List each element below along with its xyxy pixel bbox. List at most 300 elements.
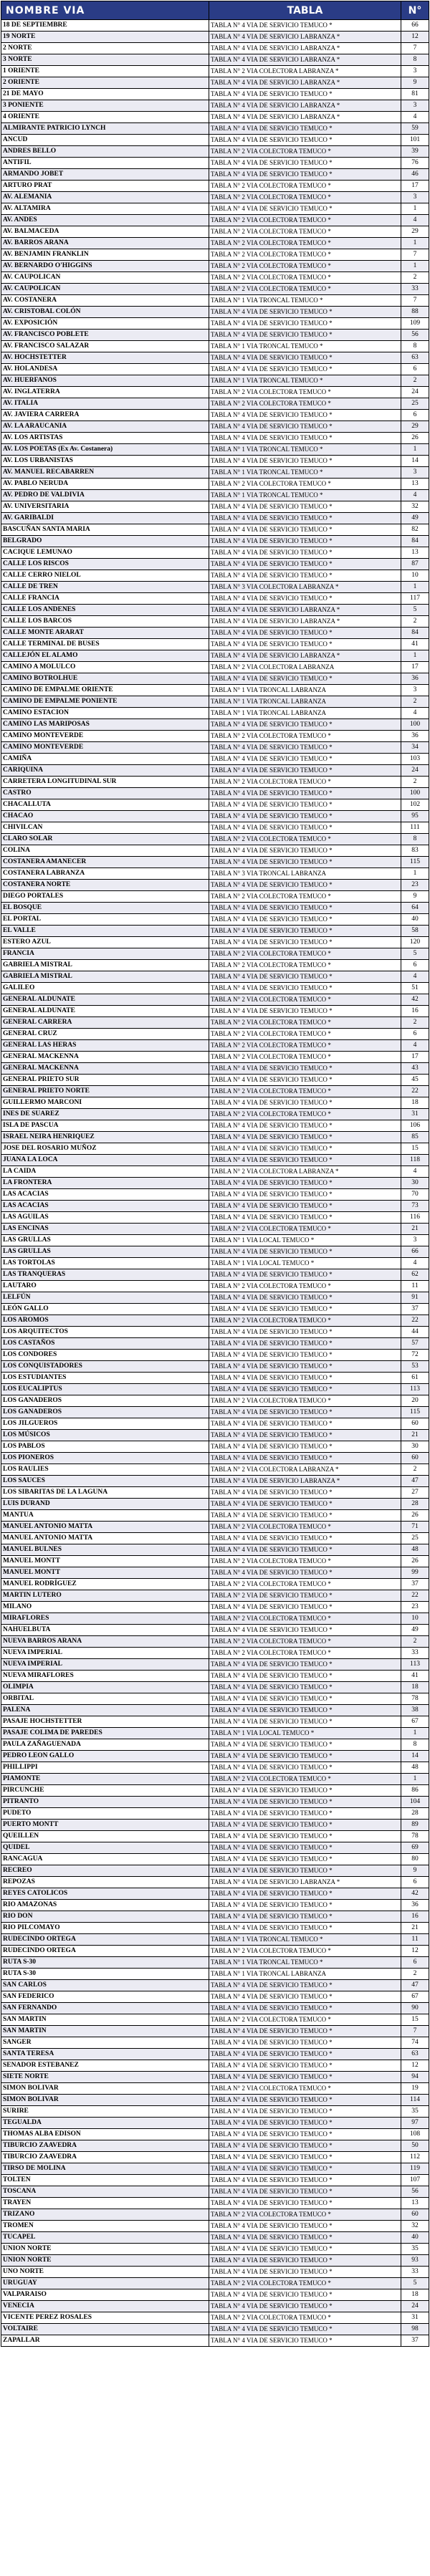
tabla-cell: TABLA N° 4 VIA DE SERVICIO TEMUCO * [209,135,401,146]
street-name-cell: COSTANERA AMANECER [1,857,209,868]
tabla-cell: TABLA N° 2 VIA COLECTORA TEMUCO * [209,1774,401,1785]
tabla-cell: TABLA N° 4 VIA DE SERVICIO TEMUCO * [209,1991,401,2003]
numero-cell: 8 [401,834,429,845]
tabla-cell: TABLA N° 4 VIA DE SERVICIO TEMUCO * [209,1430,401,1441]
table-row [1,742,429,754]
numero-cell: 33 [401,2267,429,2278]
numero-cell: 1 [401,1774,429,1785]
numero-cell: 24 [401,2301,429,2312]
street-name-cell: AV. LOS URBANISTAS [1,456,209,467]
street-name-cell: NUEVA MIRAFLORES [1,1671,209,1682]
street-name-cell: AV. UNIVERSITARIA [1,501,209,513]
tabla-cell: TABLA N° 4 VIA DE SERVICIO TEMUCO * [209,20,401,32]
numero-cell: 43 [401,1063,429,1075]
numero-cell: 4 [401,112,429,123]
table-row [1,1384,429,1395]
table-row [1,559,429,570]
tabla-cell: TABLA N° 1 VIA TRONCAL TEMUCO * [209,490,401,501]
numero-cell: 25 [401,398,429,410]
tabla-cell: TABLA N° 2 VIA COLECTORA TEMUCO * [209,1946,401,1957]
numero-cell: 100 [401,788,429,799]
numero-cell: 3 [401,685,429,696]
street-name-cell: GABRIELA MISTRAL [1,971,209,983]
table-row [1,398,429,410]
tabla-cell: TABLA N° 4 VIA DE SERVICIO TEMUCO * [209,421,401,433]
table-row [1,708,429,719]
table-row [1,2289,429,2301]
table-row [1,272,429,284]
table-header-row [1,1,429,20]
table-row [1,536,429,547]
street-name-cell: GENERAL MACKENNA [1,1052,209,1063]
table-row [1,1671,429,1682]
tabla-cell: TABLA N° 4 VIA DE SERVICIO TEMUCO * [209,1533,401,1544]
table-row [1,582,429,593]
table-row [1,914,429,926]
table-row [1,375,429,387]
tabla-cell: TABLA N° 4 VIA DE SERVICIO TEMUCO * [209,330,401,341]
street-name-cell: LELFÚN [1,1292,209,1304]
numero-cell: 80 [401,1854,429,1865]
street-name-cell: CHACALLUTA [1,799,209,811]
table-row [1,1327,429,1338]
numero-cell: 83 [401,845,429,857]
table-row [1,479,429,490]
numero-cell: 102 [401,799,429,811]
tabla-cell: TABLA N° 2 VIA COLECTORA LABRANZA * [209,1464,401,1476]
table-row [1,1957,429,1969]
table-row [1,1579,429,1590]
numero-cell: 37 [401,1304,429,1315]
tabla-cell: TABLA N° 1 VIA TRONCAL TEMUCO * [209,295,401,307]
table-row [1,1281,429,1292]
numero-cell: 6 [401,364,429,375]
table-row [1,1350,429,1361]
table-row [1,456,429,467]
table-row [1,696,429,708]
tabla-cell: TABLA N° 4 VIA DE SERVICIO TEMUCO * [209,169,401,181]
table-row [1,1246,429,1258]
tabla-cell: TABLA N° 4 VIA DE SERVICIO LABRANZA * [209,616,401,628]
tabla-cell: TABLA N° 4 VIA DE SERVICIO TEMUCO * [209,1808,401,1820]
table-row [1,181,429,192]
tabla-cell: TABLA N° 4 VIA DE SERVICIO TEMUCO * [209,2255,401,2267]
numero-cell: 26 [401,1556,429,1567]
numero-cell: 14 [401,456,429,467]
tabla-cell: TABLA N° 4 VIA DE SERVICIO TEMUCO * [209,1097,401,1109]
tabla-cell: TABLA N° 2 VIA COLECTORA TEMUCO * [209,192,401,203]
table-row [1,295,429,307]
street-name-cell: MANUEL ANTONIO MATTA [1,1533,209,1544]
table-row [1,2083,429,2095]
street-name-cell: CAMINO BOTROLHUE [1,673,209,685]
street-name-cell: TIRSO DE MOLINA [1,2163,209,2175]
tabla-cell: TABLA N° 4 VIA DE SERVICIO TEMUCO * [209,2152,401,2163]
tabla-cell: TABLA N° 4 VIA DE SERVICIO TEMUCO * [209,1063,401,1075]
street-name-cell: GENERAL MACKENNA [1,1063,209,1075]
numero-cell: 4 [401,971,429,983]
tabla-cell: TABLA N° 4 VIA DE SERVICIO TEMUCO * [209,1327,401,1338]
tabla-cell: TABLA N° 3 VIA TRONCAL LABRANZA [209,868,401,880]
table-row [1,2026,429,2037]
tabla-cell: TABLA N° 4 VIA DE SERVICIO TEMUCO * [209,547,401,559]
tabla-cell: TABLA N° 1 VIA TRONCAL LABRANZA [209,685,401,696]
table-row [1,421,429,433]
street-name-cell: GENERAL CRUZ [1,1029,209,1040]
numero-cell: 7 [401,295,429,307]
numero-cell: 24 [401,765,429,777]
column-header-numero: N° [401,1,429,20]
numero-cell: 22 [401,1315,429,1327]
numero-cell: 22 [401,1086,429,1097]
numero-cell: 42 [401,1888,429,1900]
table-row [1,1178,429,1189]
numero-cell: 6 [401,410,429,421]
column-header-nombre-via: NOMBRE VIA [1,1,209,20]
numero-cell: 12 [401,32,429,43]
table-row [1,158,429,169]
numero-cell: 5 [401,948,429,960]
numero-cell: 99 [401,1567,429,1579]
street-name-cell: LAS GRULLAS [1,1235,209,1246]
street-name-cell: AV. LOS ARTISTAS [1,433,209,444]
table-row [1,1785,429,1797]
table-row [1,1407,429,1418]
tabla-cell: TABLA N° 4 VIA DE SERVICIO TEMUCO * [209,501,401,513]
tabla-cell: TABLA N° 4 VIA DE SERVICIO TEMUCO * [209,2244,401,2255]
table-row [1,1923,429,1934]
street-name-cell: TRIZANO [1,2209,209,2221]
tabla-cell: TABLA N° 2 VIA COLECTORA LABRANZA * [209,1166,401,1178]
table-row [1,2232,429,2244]
table-row [1,1762,429,1774]
tabla-cell: TABLA N° 4 VIA DE SERVICIO TEMUCO * [209,1865,401,1877]
table-row [1,1418,429,1430]
street-name-cell: PIAMONTE [1,1774,209,1785]
tabla-cell: TABLA N° 4 VIA DE SERVICIO TEMUCO * [209,2232,401,2244]
numero-cell: 17 [401,662,429,673]
street-name-cell: CHIVILCAN [1,822,209,834]
street-name-cell: COSTANERA LABRANZA [1,868,209,880]
table-row [1,2255,429,2267]
tabla-cell: TABLA N° 4 VIA DE SERVICIO TEMUCO * [209,2186,401,2198]
tabla-cell: TABLA N° 4 VIA DE SERVICIO TEMUCO * [209,1143,401,1155]
street-name-cell: 3 NORTE [1,54,209,66]
table-row [1,20,429,32]
numero-cell: 31 [401,1109,429,1120]
tabla-cell: TABLA N° 4 VIA DE SERVICIO TEMUCO * [209,1418,401,1430]
tabla-cell: TABLA N° 4 VIA DE SERVICIO LABRANZA * [209,54,401,66]
street-name-cell: CASTRO [1,788,209,799]
street-name-cell: CALLE TERMINAL DE BUSES [1,639,209,650]
table-row [1,994,429,1006]
tabla-cell: TABLA N° 2 VIA COLECTORA TEMUCO * [209,777,401,788]
numero-cell: 119 [401,2163,429,2175]
table-row [1,261,429,272]
tabla-cell: TABLA N° 2 VIA COLECTORA TEMUCO * [209,994,401,1006]
street-name-cell: AV. FRANCISCO POBLETE [1,330,209,341]
table-row [1,1361,429,1373]
table-row [1,605,429,616]
numero-cell: 8 [401,54,429,66]
tabla-cell: TABLA N° 4 VIA DE SERVICIO TEMUCO * [209,513,401,524]
tabla-cell: TABLA N° 4 VIA DE SERVICIO TEMUCO * [209,1544,401,1556]
tabla-cell: TABLA N° 4 VIA DE SERVICIO TEMUCO * [209,2003,401,2014]
table-row [1,1487,429,1499]
numero-cell: 100 [401,719,429,731]
street-name-cell: ANCUD [1,135,209,146]
street-name-cell: SAN MARTIN [1,2026,209,2037]
table-row [1,1212,429,1224]
numero-cell: 6 [401,960,429,971]
numero-cell: 107 [401,2175,429,2186]
street-name-cell: LAS AGUILAS [1,1212,209,1224]
tabla-cell: TABLA N° 4 VIA DE SERVICIO TEMUCO * [209,2221,401,2232]
street-name-cell: CAMINO LAS MARIPOSAS [1,719,209,731]
street-name-cell: GENERAL CARRERA [1,1017,209,1029]
numero-cell: 6 [401,1877,429,1888]
numero-cell: 15 [401,1143,429,1155]
tabla-cell: TABLA N° 4 VIA DE SERVICIO TEMUCO * [209,1854,401,1865]
table-row [1,926,429,937]
table-row [1,1751,429,1762]
street-name-cell: 18 DE SEPTIEMBRE [1,20,209,32]
numero-cell: 93 [401,2255,429,2267]
tabla-cell: TABLA N° 4 VIA DE SERVICIO TEMUCO * [209,880,401,891]
numero-cell: 60 [401,2209,429,2221]
numero-cell: 111 [401,822,429,834]
numero-cell: 63 [401,2049,429,2060]
tabla-cell: TABLA N° 4 VIA DE SERVICIO TEMUCO * [209,1762,401,1774]
numero-cell: 45 [401,1075,429,1086]
tabla-cell: TABLA N° 2 VIA COLECTORA TEMUCO * [209,2209,401,2221]
street-name-cell: AV. CAUPOLICAN [1,284,209,295]
numero-cell: 85 [401,1132,429,1143]
street-name-cell: LOS GANADEROS [1,1395,209,1407]
street-name-cell: LAS ACACIAS [1,1201,209,1212]
table-row [1,880,429,891]
tabla-cell: TABLA N° 4 VIA DE SERVICIO TEMUCO * [209,1980,401,1991]
street-name-cell: ANDRES BELLO [1,146,209,158]
tabla-cell: TABLA N° 4 VIA DE SERVICIO TEMUCO * [209,903,401,914]
numero-cell: 37 [401,1579,429,1590]
table-row [1,2060,429,2072]
table-row [1,2014,429,2026]
street-name-cell: LOS CONDORES [1,1350,209,1361]
street-name-cell: AV. ALEMANIA [1,192,209,203]
table-row [1,765,429,777]
tabla-cell: TABLA N° 4 VIA DE SERVICIO TEMUCO * [209,1246,401,1258]
table-row [1,318,429,330]
table-row [1,1075,429,1086]
tabla-cell: TABLA N° 2 VIA COLECTORA TEMUCO * [209,2083,401,2095]
street-name-cell: MIRAFLORES [1,1613,209,1625]
table-row [1,1189,429,1201]
numero-cell: 56 [401,330,429,341]
street-name-cell: JUANA LA LOCA [1,1155,209,1166]
numero-cell: 30 [401,1441,429,1453]
street-name-cell: RIO DON [1,1911,209,1923]
street-name-cell: CHACAO [1,811,209,822]
table-row [1,1877,429,1888]
table-row [1,1029,429,1040]
street-name-cell: ISRAEL NEIRA HENRIQUEZ [1,1132,209,1143]
table-row [1,1132,429,1143]
street-name-cell: CAMINO A MOLULCO [1,662,209,673]
numero-cell: 18 [401,2289,429,2301]
street-name-cell: AV. CAUPOLICAN [1,272,209,284]
tabla-cell: TABLA N° 4 VIA DE SERVICIO TEMUCO * [209,89,401,100]
tabla-cell: TABLA N° 4 VIA DE SERVICIO TEMUCO * [209,811,401,822]
numero-cell: 44 [401,1327,429,1338]
table-row [1,169,429,181]
table-row [1,2152,429,2163]
table-row [1,2140,429,2152]
column-header-tabla: TABLA [209,1,401,20]
tabla-cell: TABLA N° 4 VIA DE SERVICIO TEMUCO * [209,2335,401,2347]
tabla-cell: TABLA N° 2 VIA COLECTORA TEMUCO * [209,2278,401,2289]
numero-cell: 47 [401,1980,429,1991]
numero-cell: 2 [401,777,429,788]
table-row [1,307,429,318]
numero-cell: 29 [401,421,429,433]
numero-cell: 12 [401,1946,429,1957]
numero-cell: 60 [401,1418,429,1430]
table-row [1,2037,429,2049]
street-name-cell: NUEVA IMPERIAL [1,1648,209,1659]
table-row [1,1716,429,1728]
table-row [1,1831,429,1842]
table-row [1,238,429,249]
tabla-cell: TABLA N° 2 VIA COLECTORA TEMUCO * [209,2014,401,2026]
numero-cell: 115 [401,1407,429,1418]
table-row [1,1842,429,1854]
numero-cell: 2 [401,1969,429,1980]
tabla-cell: TABLA N° 4 VIA DE SERVICIO TEMUCO * [209,1350,401,1361]
tabla-cell: TABLA N° 4 VIA DE SERVICIO TEMUCO * [209,1751,401,1762]
tabla-cell: TABLA N° 4 VIA DE SERVICIO TEMUCO * [209,433,401,444]
table-row [1,330,429,341]
numero-cell: 81 [401,89,429,100]
numero-cell: 74 [401,2037,429,2049]
table-row [1,1728,429,1739]
table-row [1,754,429,765]
table-row [1,341,429,352]
tabla-cell: TABLA N° 4 VIA DE SERVICIO LABRANZA * [209,32,401,43]
table-row [1,501,429,513]
street-name-cell: MANUEL RODRÍGUEZ [1,1579,209,1590]
tabla-cell: TABLA N° 4 VIA DE SERVICIO TEMUCO * [209,1693,401,1705]
table-row [1,2324,429,2335]
street-name-cell: LOS PIONEROS [1,1453,209,1464]
street-classification-table-container [1,1,429,2347]
tabla-cell: TABLA N° 4 VIA DE SERVICIO TEMUCO * [209,1384,401,1395]
tabla-cell: TABLA N° 4 VIA DE SERVICIO TEMUCO * [209,1842,401,1854]
street-name-cell: SAN CARLOS [1,1980,209,1991]
numero-cell: 20 [401,1395,429,1407]
street-name-cell: PAULA ZAÑAGUENADA [1,1739,209,1751]
numero-cell: 59 [401,123,429,135]
tabla-cell: TABLA N° 4 VIA DE SERVICIO TEMUCO * [209,1625,401,1636]
numero-cell: 7 [401,2026,429,2037]
street-name-cell: AV. ANDES [1,215,209,226]
street-name-cell: NUEVA IMPERIAL [1,1659,209,1671]
table-row [1,1533,429,1544]
numero-cell: 1 [401,582,429,593]
table-row [1,123,429,135]
tabla-cell: TABLA N° 4 VIA DE SERVICIO LABRANZA * [209,1476,401,1487]
street-name-cell: AV. HUERFANOS [1,375,209,387]
numero-cell: 87 [401,559,429,570]
street-name-cell: LOS MÚSICOS [1,1430,209,1441]
numero-cell: 103 [401,754,429,765]
table-row [1,1040,429,1052]
table-row [1,1522,429,1533]
tabla-cell: TABLA N° 2 VIA COLECTORA TEMUCO * [209,1613,401,1625]
tabla-cell: TABLA N° 4 VIA DE SERVICIO LABRANZA * [209,650,401,662]
street-name-cell: PASAJE COLIMA DE PAREDES [1,1728,209,1739]
street-name-cell: PHILLIPPI [1,1762,209,1774]
tabla-cell: TABLA N° 4 VIA DE SERVICIO LABRANZA * [209,112,401,123]
numero-cell: 4 [401,215,429,226]
tabla-cell: TABLA N° 4 VIA DE SERVICIO TEMUCO * [209,1212,401,1224]
tabla-cell: TABLA N° 4 VIA DE SERVICIO TEMUCO * [209,2037,401,2049]
street-name-cell: LOS PABLOS [1,1441,209,1453]
table-row [1,77,429,89]
street-name-cell: LOS ARQUITECTOS [1,1327,209,1338]
numero-cell: 21 [401,1224,429,1235]
table-row [1,1980,429,1991]
table-row [1,1304,429,1315]
table-header [1,1,429,20]
street-name-cell: AV. HOLANDESA [1,364,209,375]
street-name-cell: SIMON BOLIVAR [1,2095,209,2106]
street-name-cell: LAUTARO [1,1281,209,1292]
tabla-cell: TABLA N° 4 VIA DE SERVICIO TEMUCO * [209,1453,401,1464]
numero-cell: 4 [401,1166,429,1178]
tabla-cell: TABLA N° 4 VIA DE SERVICIO TEMUCO * [209,822,401,834]
table-row [1,1201,429,1212]
street-name-cell: SAN FEDERICO [1,1991,209,2003]
numero-cell: 1 [401,1728,429,1739]
table-row [1,1441,429,1453]
numero-cell: 118 [401,1155,429,1166]
tabla-cell: TABLA N° 2 VIA COLECTORA TEMUCO * [209,1040,401,1052]
street-name-cell: LEÓN GALLO [1,1304,209,1315]
tabla-cell: TABLA N° 2 VIA COLECTORA LABRANZA [209,662,401,673]
street-name-cell: LAS TORTOLAS [1,1258,209,1269]
street-name-cell: URUGUAY [1,2278,209,2289]
numero-cell: 3 [401,192,429,203]
street-name-cell: TROMEN [1,2221,209,2232]
street-name-cell: ANTIFIL [1,158,209,169]
table-row [1,1774,429,1785]
tabla-cell: TABLA N° 2 VIA COLECTORA TEMUCO * [209,387,401,398]
table-row [1,2163,429,2175]
table-row [1,1648,429,1659]
tabla-cell: TABLA N° 4 VIA DE SERVICIO TEMUCO * [209,1797,401,1808]
numero-cell: 106 [401,1120,429,1132]
street-name-cell: CAMINO MONTEVERDE [1,731,209,742]
street-name-cell: BASCUÑAN SANTA MARIA [1,524,209,536]
table-row [1,387,429,398]
table-row [1,2244,429,2255]
tabla-cell: TABLA N° 4 VIA DE SERVICIO TEMUCO * [209,799,401,811]
numero-cell: 17 [401,1052,429,1063]
tabla-cell: TABLA N° 4 VIA DE SERVICIO TEMUCO * [209,1304,401,1315]
table-row [1,444,429,456]
numero-cell: 13 [401,479,429,490]
